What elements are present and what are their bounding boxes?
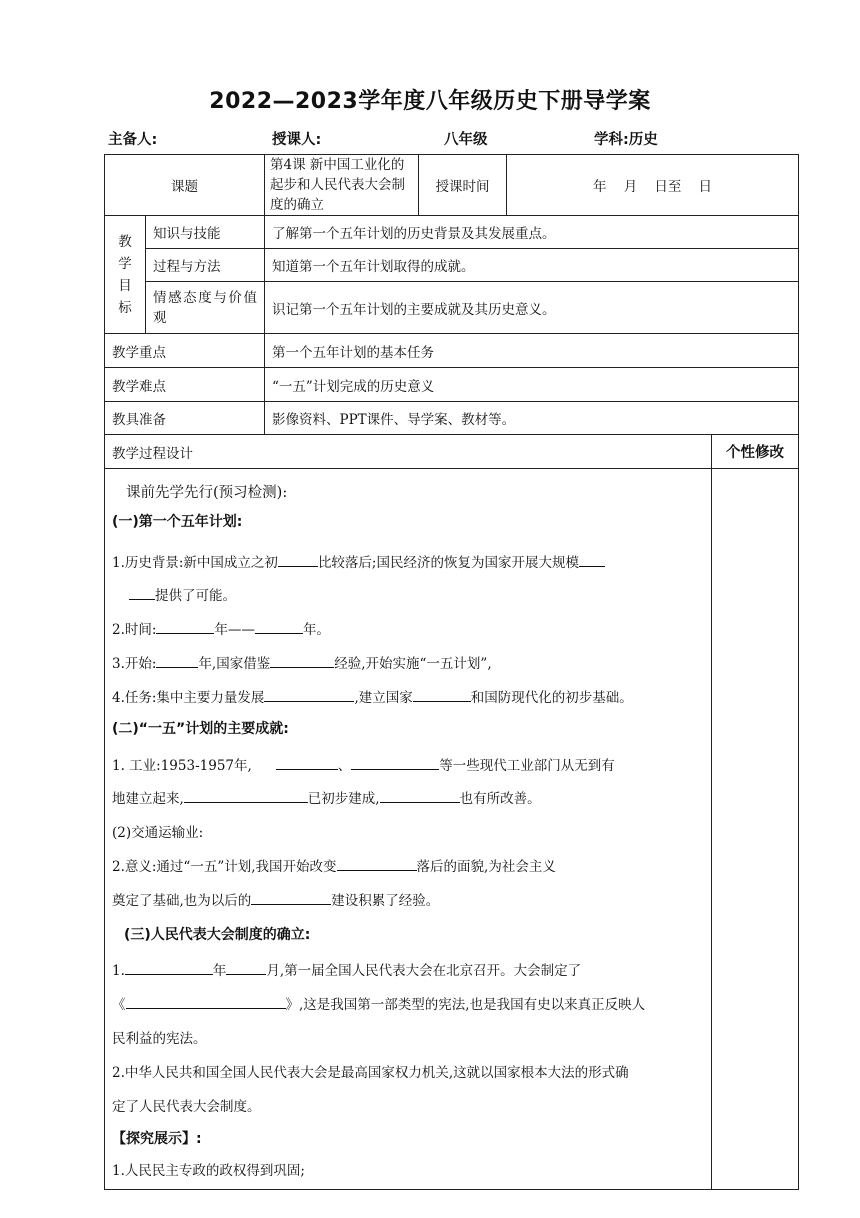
s1-line-5: 4.任务:集中主要力量发展 ,建立国家 和国防现代化的初步基础。 <box>112 686 705 706</box>
personal-revision-cell <box>712 469 799 1190</box>
s2-line-4: 2.意义:通过“一五”计划,我国开始改变 落后的面貌,为社会主义 <box>112 855 705 875</box>
s3-line-4: 2.中华人民共和国全国人民代表大会是最高国家权力机关,这就以国家根本大法的形式确 <box>112 1065 629 1081</box>
s1-line-1: 1.历史背景:新中国成立之初 比较落后;国民经济的恢复为国家开展大规模 <box>112 551 705 571</box>
tools-value: 影像资料、PPT课件、导学案、教材等。 <box>265 402 799 435</box>
goal-name: 过程与方法 <box>146 249 265 282</box>
difficulty-value: “一五”计划完成的历史意义 <box>265 368 799 402</box>
s4-line-1: 1.人民民主专政的政权得到巩固; <box>112 1163 305 1179</box>
s2-line-5: 奠定了基础,也为以后的 建设积累了经验。 <box>112 889 705 909</box>
process-content <box>105 469 712 1190</box>
goal-name: 情感态度与价值观 <box>146 282 265 334</box>
section-1-title: (一)第一个五年计划: <box>112 514 243 530</box>
s1-line-2: 提供了可能。 <box>129 584 705 604</box>
grade-label: 八年级 <box>444 132 488 148</box>
personal-revision-label: 个性修改 <box>712 435 799 469</box>
time-label: 授课时间 <box>419 155 507 216</box>
tools-label: 教具准备 <box>105 402 265 435</box>
section-2-title: (二)“一五”计划的主要成就: <box>112 721 289 737</box>
s3-line-1: 1. 年 月,第一届全国人民代表大会在北京召开。大会制定了 <box>112 959 705 979</box>
goal-value: 知道第一个五年计划取得的成就。 <box>265 249 799 282</box>
s3-line-3: 民利益的宪法。 <box>112 1031 207 1047</box>
topic-label: 课题 <box>105 155 265 216</box>
time-value: 年 月 日至 日 <box>507 155 799 216</box>
section-3-title: (三)人民代表大会制度的确立: <box>124 927 311 943</box>
intro-line: 课前先学先行(预习检测): <box>126 485 288 501</box>
s1-line-3: 2.时间: 年—— 年。 <box>112 618 705 638</box>
goal-value: 识记第一个五年计划的主要成就及其历史意义。 <box>265 282 799 334</box>
goals-label: 教 学 目 标 <box>105 216 146 334</box>
process-label: 教学过程设计 <box>105 435 712 469</box>
difficulty-label: 教学难点 <box>105 368 265 402</box>
s2-line-1: 1. 工业:1953-1957年, 、 等一些现代工业部门从无到有 <box>112 754 705 774</box>
s1-line-4: 3.开始: 年,国家借鉴 经验,开始实施“一五计划”, <box>112 652 705 672</box>
teacher-label: 授课人: <box>272 132 322 148</box>
key-point-label: 教学重点 <box>105 334 265 368</box>
topic-value: 第4课 新中国工业化的起步和人民代表大会制度的确立 <box>265 155 419 216</box>
chief-preparer-label: 主备人: <box>108 132 158 148</box>
page-title: 2022—2023学年度八年级历史下册导学案 <box>209 89 651 114</box>
s3-line-5: 定了人民代表大会制度。 <box>112 1099 261 1115</box>
subject-label: 学科:历史 <box>594 132 658 148</box>
s2-line-2: 地建立起来, 已初步建成, 也有所改善。 <box>112 787 705 807</box>
section-4-title: 【探究展示】: <box>112 1131 202 1147</box>
s3-line-2: 《 》,这是我国第一部类型的宪法,也是我国有史以来真正反映人 <box>112 993 705 1013</box>
goal-value: 了解第一个五年计划的历史背景及其发展重点。 <box>265 216 799 249</box>
goal-name: 知识与技能 <box>146 216 265 249</box>
s2-line-3: (2)交通运输业: <box>112 825 204 841</box>
key-point-value: 第一个五年计划的基本任务 <box>265 334 799 368</box>
lesson-plan-table <box>104 154 799 1190</box>
